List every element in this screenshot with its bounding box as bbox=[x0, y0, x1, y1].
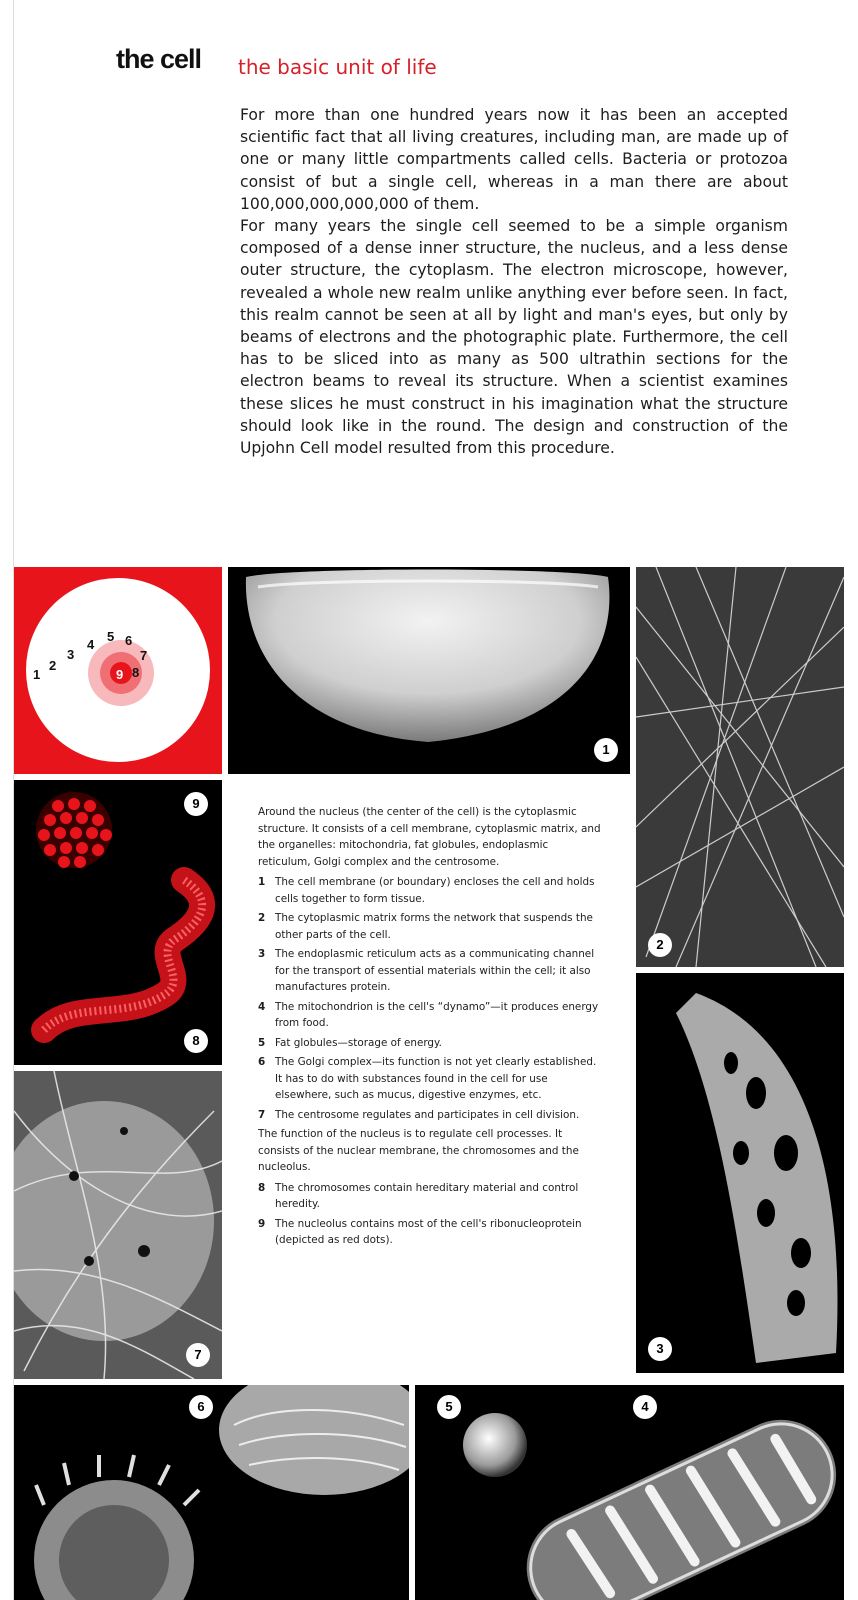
legend-item-5: 5 Fat globules—storage of energy. bbox=[258, 1036, 442, 1049]
photo-badge-9: 9 bbox=[184, 792, 208, 816]
photo-cytoplasmic-matrix bbox=[636, 567, 844, 967]
membrane-illustration bbox=[228, 567, 630, 774]
diagram-label-3: 3 bbox=[67, 647, 75, 662]
legend-item-4: 4 The mitochondrion is the cell's “dynamo”—it produces energy from food. bbox=[258, 1000, 599, 1029]
intro-paragraph-1: For more than one hundred years now it has been an accepted scientific fact that all living creatures, including man, are made up of one or many little compartments called cells. Bacteria or protozoa consist of but a single cell, whereas in a man there are about 100,000,000,000,000 of them. bbox=[240, 106, 788, 213]
legend-item-3: 3 The endoplasmic reticulum acts as a communicating channel for the transport of essential materials within the cell; it also manufactures protein. bbox=[258, 948, 595, 993]
legend-item-1: 1 The cell membrane (or boundary) encloses the cell and holds cells together to form tissue. bbox=[258, 876, 595, 905]
diagram-label-8: 8 bbox=[132, 665, 140, 680]
cell-diagram-panel bbox=[14, 567, 222, 774]
matrix-illustration bbox=[636, 567, 844, 967]
legend-intro: Around the nucleus (the center of the cell) is the cytoplasmic structure. It consists of a cell membrane, cytoplasmic matrix, and the organelles: mitochondria, fat globules, endoplasmic reticulum, Golgi complex and the centrosome. bbox=[258, 806, 601, 868]
legend-list-nucleus bbox=[258, 1180, 603, 1249]
diagram-label-7: 7 bbox=[140, 648, 148, 663]
intro-text bbox=[240, 104, 788, 459]
legend-item-2: 2 The cytoplasmic matrix forms the network that suspends the other parts of the cell. bbox=[258, 912, 593, 941]
diagram-label-9: 9 bbox=[116, 667, 124, 682]
fat-globule bbox=[463, 1413, 527, 1477]
photo-endoplasmic-reticulum bbox=[636, 973, 844, 1373]
golgi-illustration bbox=[14, 1385, 409, 1600]
photo-cell-membrane bbox=[228, 567, 630, 774]
legend-panel bbox=[234, 780, 626, 1355]
diagram-label-4: 4 bbox=[87, 637, 95, 652]
photo-badge-5: 5 bbox=[437, 1395, 461, 1419]
photo-badge-8: 8 bbox=[184, 1029, 208, 1053]
photo-badge-4: 4 bbox=[633, 1395, 657, 1419]
photo-badge-3: 3 bbox=[648, 1337, 672, 1361]
photo-centrosome bbox=[14, 1071, 222, 1379]
photo-badge-7: 7 bbox=[186, 1343, 210, 1367]
page-title: the cell bbox=[116, 44, 202, 74]
legend-list-cytoplasm bbox=[258, 874, 603, 1123]
mitochondrion-illustration bbox=[415, 1385, 844, 1600]
legend-nucleus: The function of the nucleus is to regulate cell processes. It consists of the nuclear membrane, the chromosomes and the nucleolus. bbox=[258, 1128, 579, 1173]
intro-paragraph-2: For many years the single cell seemed to be a simple organism composed of a dense inner structure, the nucleus, and a less dense outer structure, the cytoplasm. The electron microscope, however, revealed a whole new realm unlike anything ever before seen. In fact, this realm cannot be seen at all by light and man's eyes, but only by beams of electrons and the photographic plate. Furthermore, the cell has to be sliced into as many as 500 ultrathin sections for the electron beams to reveal its structure. When a scientist examines these slices he must construct in his imagination what the structure should look like in the round. The design and construction of the Upjohn Cell model resulted from this procedure. bbox=[240, 217, 788, 458]
nucleolus-illustration bbox=[14, 780, 222, 1065]
legend-item-8: 8 The chromosomes contain hereditary material and control heredity. bbox=[258, 1181, 579, 1210]
diagram-label-5: 5 bbox=[107, 629, 115, 644]
centrosome-illustration bbox=[14, 1071, 222, 1379]
legend-text bbox=[258, 804, 603, 1252]
reticulum-illustration bbox=[636, 973, 844, 1373]
photo-badge-6: 6 bbox=[189, 1395, 213, 1419]
photo-mitochondrion bbox=[415, 1385, 844, 1600]
legend-item-6: 6 The Golgi complex—its function is not yet clearly established. It has to do with substances found in the cell for use elsewhere, such as mucus, digestive enzymes, etc. bbox=[258, 1056, 597, 1101]
legend-item-7: 7 The centrosome regulates and participates in cell division. bbox=[258, 1108, 580, 1121]
photo-golgi-complex bbox=[14, 1385, 409, 1600]
photo-badge-2: 2 bbox=[648, 933, 672, 957]
cell-diagram bbox=[14, 567, 222, 774]
diagram-label-6: 6 bbox=[125, 633, 133, 648]
photo-nucleolus bbox=[14, 780, 222, 1065]
page-edge bbox=[0, 0, 14, 1600]
page-subtitle: the basic unit of life bbox=[238, 55, 437, 79]
diagram-label-2: 2 bbox=[49, 658, 57, 673]
diagram-label-1: 1 bbox=[33, 667, 41, 682]
mitochondrion-shape bbox=[509, 1402, 844, 1600]
photo-badge-1: 1 bbox=[594, 738, 618, 762]
legend-item-9: 9 The nucleolus contains most of the cell's ribonucleoprotein (depicted as red dots). bbox=[258, 1217, 582, 1246]
